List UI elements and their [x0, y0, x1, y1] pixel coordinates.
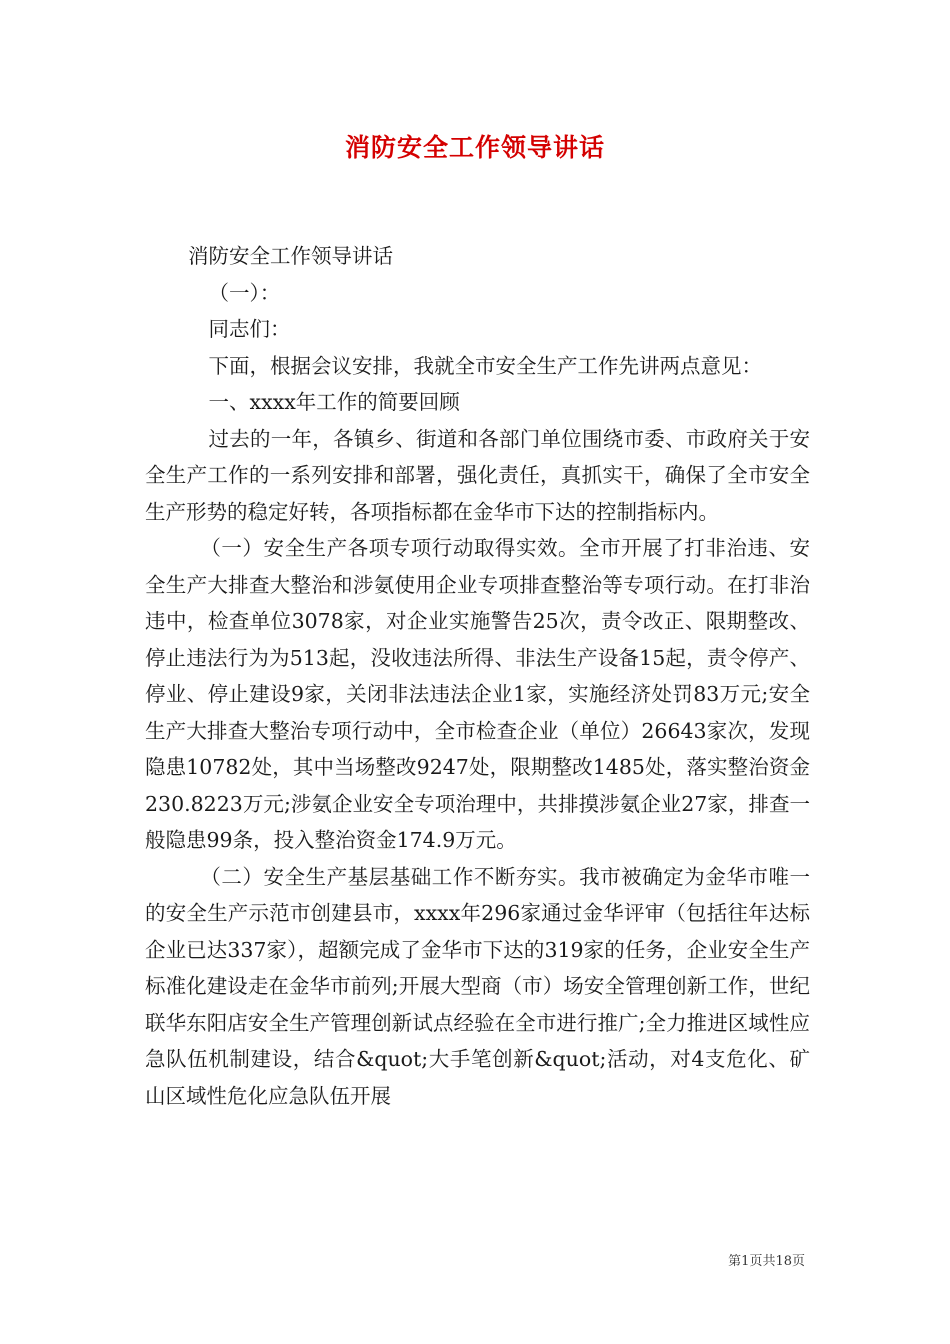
paragraph-intro: 下面，根据会议安排，我就全市安全生产工作先讲两点意见：: [208, 353, 763, 378]
paragraph-heading: 消防安全工作领导讲话: [188, 244, 394, 268]
paragraph-review: 过去的一年，各镇乡、街道和各部门单位围绕市委、市政府关于安全生产工作的一系列安排和部署，强化责任，真抓实干，确保了全市安全生产形势的稳定好转，各项指标都在金华市下达的控制指标内。: [145, 426, 810, 524]
document-body: [145, 238, 810, 1114]
paragraph-special-actions: （一）安全生产各项专项行动取得实效。全市开展了打非治违、安全生产大排查大整治和涉氨使用企业专项排查整治等专项行动。在打非治违中，检查单位3078家，对企业实施警告25次，责令改正、限期整改、停止违法行为为513起，没收违法所得、非法生产设备15起，责令停产、停业、停止建设9家，关闭非法违法企业1家，实施经济处罚83万元;安全生产大排查大整治专项行动中，全市检查企业（单位）26643家次，发现隐患10782处，其中当场整改9247处，限期整改1485处，落实整治资金230.8223万元;涉氨企业安全专项治理中，共排摸涉氨企业27家，排查一般隐患99条，投入整治资金174.9万元。: [145, 536, 810, 852]
paragraph-salutation: 同志们：: [208, 317, 291, 341]
paragraph-section-heading: 一、xxxx年工作的简要回顾: [208, 390, 460, 414]
document-title: 消防安全工作领导讲话: [344, 133, 605, 162]
paragraph-grassroots-work: （二）安全生产基层基础工作不断夯实。我市被确定为金华市唯一的安全生产示范市创建县市，xxxx年296家通过金华评审（包括往年达标企业已达337家），超额完成了金华市下达的319家的任务，企业安全生产标准化建设走在金华市前列;开展大型商（市）场安全管理创新工作，世纪联华东阳店安全生产管理创新试点经验在全市进行推广;全力推进区域性应急队伍机制建设，结合&quot;大手笔创新&quot;活动，对4支危化、矿山区域性危化应急队伍开展: [145, 864, 810, 1108]
page-indicator: 第1页共18页: [728, 1254, 805, 1269]
paragraph-part-label: （一）：: [208, 280, 281, 305]
